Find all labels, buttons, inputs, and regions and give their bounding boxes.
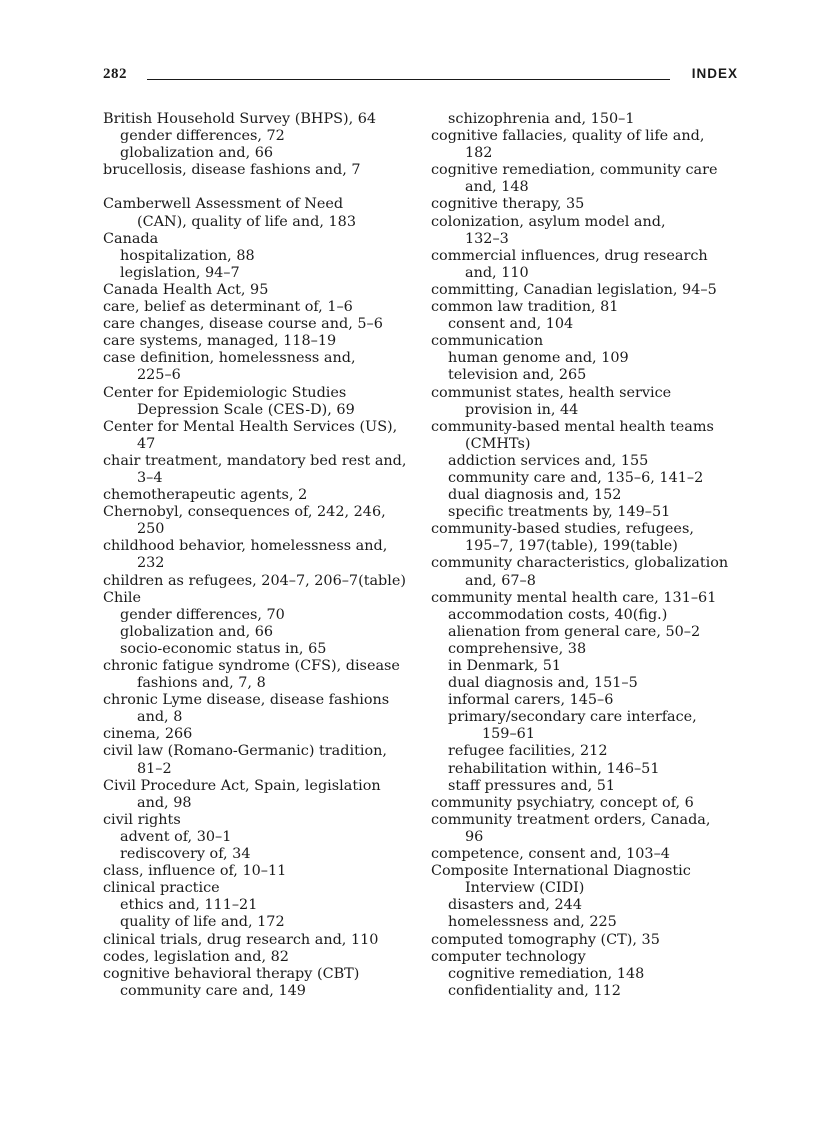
index-subentry: rediscovery of, 34 [120,846,251,863]
index-subentry: community care and, 135–6, 141–2 [448,469,704,486]
index-subentry: dual diagnosis and, 152 [448,487,622,504]
index-entry: care systems, managed, 118–19 [103,333,337,350]
index-entry: colonization, asylum model and, [431,213,666,230]
index-entry: chemotherapeutic agents, 2 [103,487,308,504]
index-entry: competence, consent and, 103–4 [431,846,670,863]
index-entry: community psychiatry, concept of, 6 [431,794,694,811]
index-subentry: legislation, 94–7 [120,264,240,281]
index-subentry: in Denmark, 51 [448,658,562,674]
index-entry: common law tradition, 81 [431,299,619,316]
index-subentry: 225–6 [137,367,181,384]
index-entry: cognitive therapy, 35 [431,196,585,213]
index-subentry: schizophrenia and, 150–1 [448,111,635,127]
index-subentry: 195–7, 197(table), 199(table) [465,538,678,555]
index-subentry: disasters and, 244 [448,897,582,914]
index-entry: Chernobyl, consequences of, 242, 246, [103,504,386,521]
index-subentry: cognitive remediation, 148 [448,965,645,982]
index-entry: Canada [103,230,159,247]
index-column-left [103,111,433,1000]
index-subentry: and, 8 [137,709,183,726]
index-subentry: and, 148 [465,179,529,196]
index-entry: community mental health care, 131–61 [431,589,717,606]
index-entry: cinema, 266 [103,726,193,743]
index-subentry: gender differences, 70 [120,606,285,623]
index-subentry: television and, 265 [448,367,587,384]
index-entry: Center for Mental Health Services (US), [103,418,398,435]
index-subentry: hospitalization, 88 [120,247,255,264]
index-subentry: gender differences, 72 [120,128,285,145]
index-entry: cognitive fallacies, quality of life and, [431,128,705,145]
entry-spacer [103,179,433,196]
index-entry: civil law (Romano-Germanic) tradition, [103,743,387,760]
index-entry: childhood behavior, homelessness and, [103,538,388,555]
index-entry: chronic fatigue syndrome (CFS), disease [103,658,400,674]
index-subentry: dual diagnosis and, 151–5 [448,675,638,692]
index-subentry: alienation from general care, 50–2 [448,623,701,640]
index-subentry: 81–2 [137,760,172,777]
index-subentry: advent of, 30–1 [120,828,232,845]
index-column-right [431,111,761,1000]
index-subentry: accommodation costs, 40(fig.) [448,606,668,623]
index-entry: brucellosis, disease fashions and, 7 [103,162,361,179]
index-subentry: 47 [137,435,156,452]
index-subentry: informal carers, 145–6 [448,692,614,709]
page-number: 282 [103,66,127,82]
index-subentry: and, 67–8 [465,572,536,589]
index-entry: Center for Epidemiologic Studies [103,384,347,401]
index-entry: case definition, homelessness and, [103,350,356,367]
index-subentry: quality of life and, 172 [120,914,285,931]
index-subentry: (CAN), quality of life and, 183 [137,213,356,230]
index-subentry: globalization and, 66 [120,623,274,640]
index-entry: care, belief as determinant of, 1–6 [103,299,353,316]
index-subentry: ethics and, 111–21 [120,897,258,914]
index-subentry: Interview (CIDI) [465,880,585,897]
index-subentry: socio-economic status in, 65 [120,640,327,657]
index-subentry: 182 [465,145,493,162]
index-subentry: Depression Scale (CES-D), 69 [137,401,355,418]
index-subentry: provision in, 44 [465,401,579,418]
index-subentry: 159–61 [482,726,535,743]
index-subentry: 132–3 [465,230,509,247]
index-subentry: fashions and, 7, 8 [137,675,266,692]
index-entry: community treatment orders, Canada, [431,811,711,828]
index-subentry: comprehensive, 38 [448,640,587,657]
index-subentry: globalization and, 66 [120,145,274,162]
index-subentry: refugee facilities, 212 [448,743,608,760]
index-entry: Civil Procedure Act, Spain, legislation [103,777,381,794]
index-entry: class, influence of, 10–11 [103,863,287,880]
section-title: INDEX [691,66,738,81]
index-entry: community-based mental health teams [431,418,714,435]
index-entry: Composite International Diagnostic [431,863,691,880]
index-entry: computed tomography (CT), 35 [431,931,660,948]
index-subentry: and, 110 [465,264,529,281]
index-entry: Canada Health Act, 95 [103,281,269,298]
index-entry: cognitive remediation, community care [431,162,718,179]
index-subentry: consent and, 104 [448,316,574,333]
header-rule [147,79,670,80]
index-entry: civil rights [103,811,181,828]
index-entry: Chile [103,589,142,606]
index-entry: community-based studies, refugees, [431,521,694,538]
index-entry: chronic Lyme disease, disease fashions [103,692,390,709]
index-subentry: community care and, 149 [120,982,306,999]
running-header [103,66,738,86]
index-subentry: 232 [137,555,165,572]
index-entry: codes, legislation and, 82 [103,948,289,965]
index-subentry: specific treatments by, 149–51 [448,504,671,521]
index-entry: clinical practice [103,880,220,897]
index-entry: care changes, disease course and, 5–6 [103,316,383,333]
index-entry: communication [431,333,544,350]
index-subentry: staff pressures and, 51 [448,777,616,794]
index-subentry: rehabilitation within, 146–51 [448,760,660,777]
index-subentry: confidentiality and, 112 [448,982,621,999]
index-entry: computer technology [431,948,586,965]
index-entry: British Household Survey (BHPS), 64 [103,111,377,127]
index-entry: communist states, health service [431,384,672,401]
index-entry: committing, Canadian legislation, 94–5 [431,281,717,298]
index-subentry: 96 [465,828,484,845]
index-subentry: 3–4 [137,469,163,486]
index-entry: children as refugees, 204–7, 206–7(table) [103,572,406,589]
index-entry: community characteristics, globalization [431,555,729,572]
index-subentry: human genome and, 109 [448,350,629,367]
index-subentry: addiction services and, 155 [448,452,649,469]
index-subentry: homelessness and, 225 [448,914,617,931]
index-entry: commercial influences, drug research [431,247,708,264]
index-subentry: and, 98 [137,794,192,811]
index-entry: Camberwell Assessment of Need [103,196,344,213]
index-subentry: (CMHTs) [465,435,531,452]
index-subentry: primary/secondary care interface, [448,709,697,726]
index-subentry: 250 [137,521,165,538]
index-entry: cognitive behavioral therapy (CBT) [103,965,360,982]
index-entry: clinical trials, drug research and, 110 [103,931,379,948]
index-entry: chair treatment, mandatory bed rest and, [103,452,407,469]
